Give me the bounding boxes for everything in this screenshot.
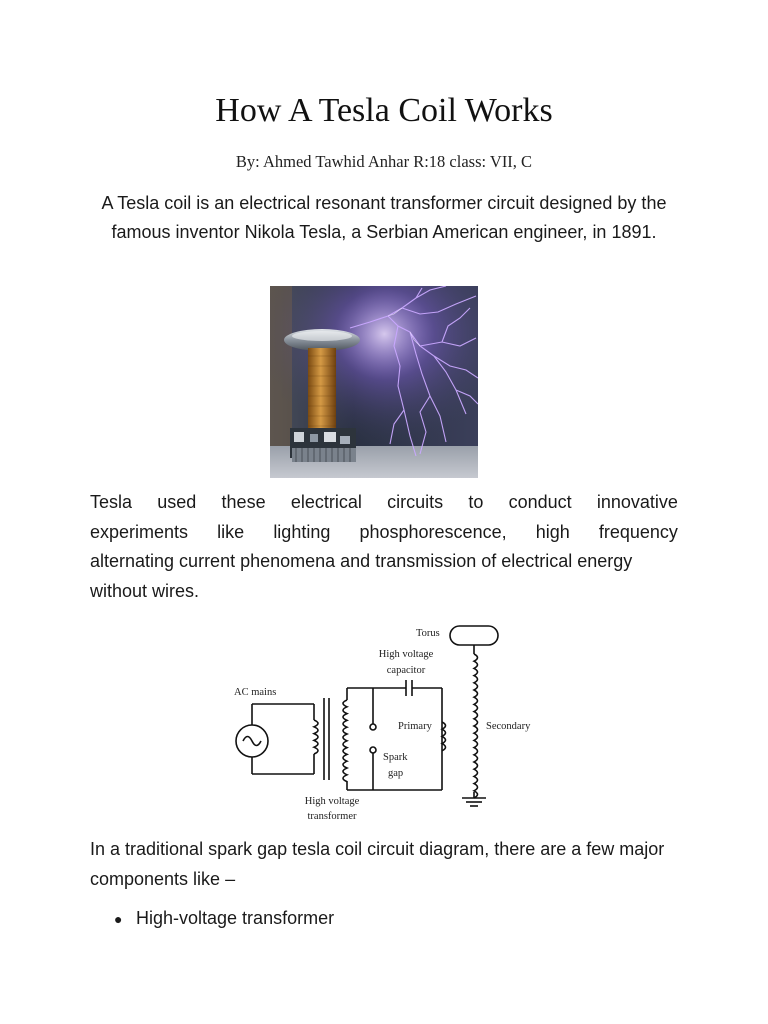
para2-last-line: without wires.: [90, 580, 200, 601]
experiments-paragraph: [90, 488, 678, 606]
intro-paragraph: [90, 189, 678, 247]
author-byline: By: Ahmed Tawhid Anhar R:18 class: VII, C: [235, 152, 533, 171]
line-text: alternating current phenomena and transmission of electrical energy: [90, 551, 633, 571]
label-gap: gap: [388, 768, 404, 779]
label-transformer-1: High voltage: [304, 796, 360, 807]
label-secondary: Secondary: [486, 721, 531, 732]
circuit-diagram-svg: [230, 614, 540, 824]
list-item: [90, 904, 678, 933]
label-spark: Spark: [383, 752, 408, 763]
components-list: [90, 904, 678, 933]
tesla-coil-image: [270, 286, 478, 478]
label-torus: Torus: [416, 628, 440, 639]
intro-text: A Tesla coil is an electrical resonant transformer circuit designed by the famous inventor Nikola Tesla, a Serbian American engineer, in 1891.: [101, 193, 667, 242]
spark-gap-bottom: [370, 747, 376, 753]
word: conduct: [508, 492, 572, 512]
word: Tesla: [90, 492, 133, 512]
word: these: [221, 492, 266, 512]
list-item-text: High-voltage transformer: [136, 908, 335, 928]
label-transformer-2: transformer: [307, 811, 357, 822]
para2-line-1: [90, 488, 678, 518]
spark-gap-top: [370, 724, 376, 730]
secondary-coil: [474, 654, 478, 798]
word: circuits: [387, 492, 444, 512]
torus-shape: [450, 626, 498, 645]
para2-line-2: [90, 518, 678, 548]
word: used: [157, 492, 197, 512]
tesla-coil-circuit-diagram: [230, 614, 540, 824]
document-title: How A Tesla Coil Works: [215, 92, 553, 129]
word: frequency: [598, 521, 678, 542]
components-paragraph: [90, 835, 678, 894]
para3-text: In a traditional spark gap tesla coil circuit diagram, there are a few major components like –: [90, 839, 665, 889]
label-ac-mains: AC mains: [234, 687, 277, 698]
word: like: [217, 521, 245, 542]
transformer-secondary: [343, 700, 347, 782]
word: high: [535, 521, 570, 542]
label-capacitor-2: capacitor: [386, 665, 426, 676]
word: experiments: [90, 521, 189, 542]
word: innovative: [596, 492, 678, 512]
word: lighting: [273, 521, 331, 542]
bullet-icon: ●: [114, 911, 123, 927]
label-capacitor-1: High voltage: [378, 649, 434, 660]
word: to: [468, 492, 484, 512]
word: electrical: [290, 492, 362, 512]
label-primary: Primary: [398, 721, 432, 732]
word: phosphorescence,: [359, 521, 507, 542]
transformer-primary: [314, 720, 318, 754]
tesla-coil-photo: [270, 286, 478, 478]
para2-line-3: [90, 547, 678, 577]
